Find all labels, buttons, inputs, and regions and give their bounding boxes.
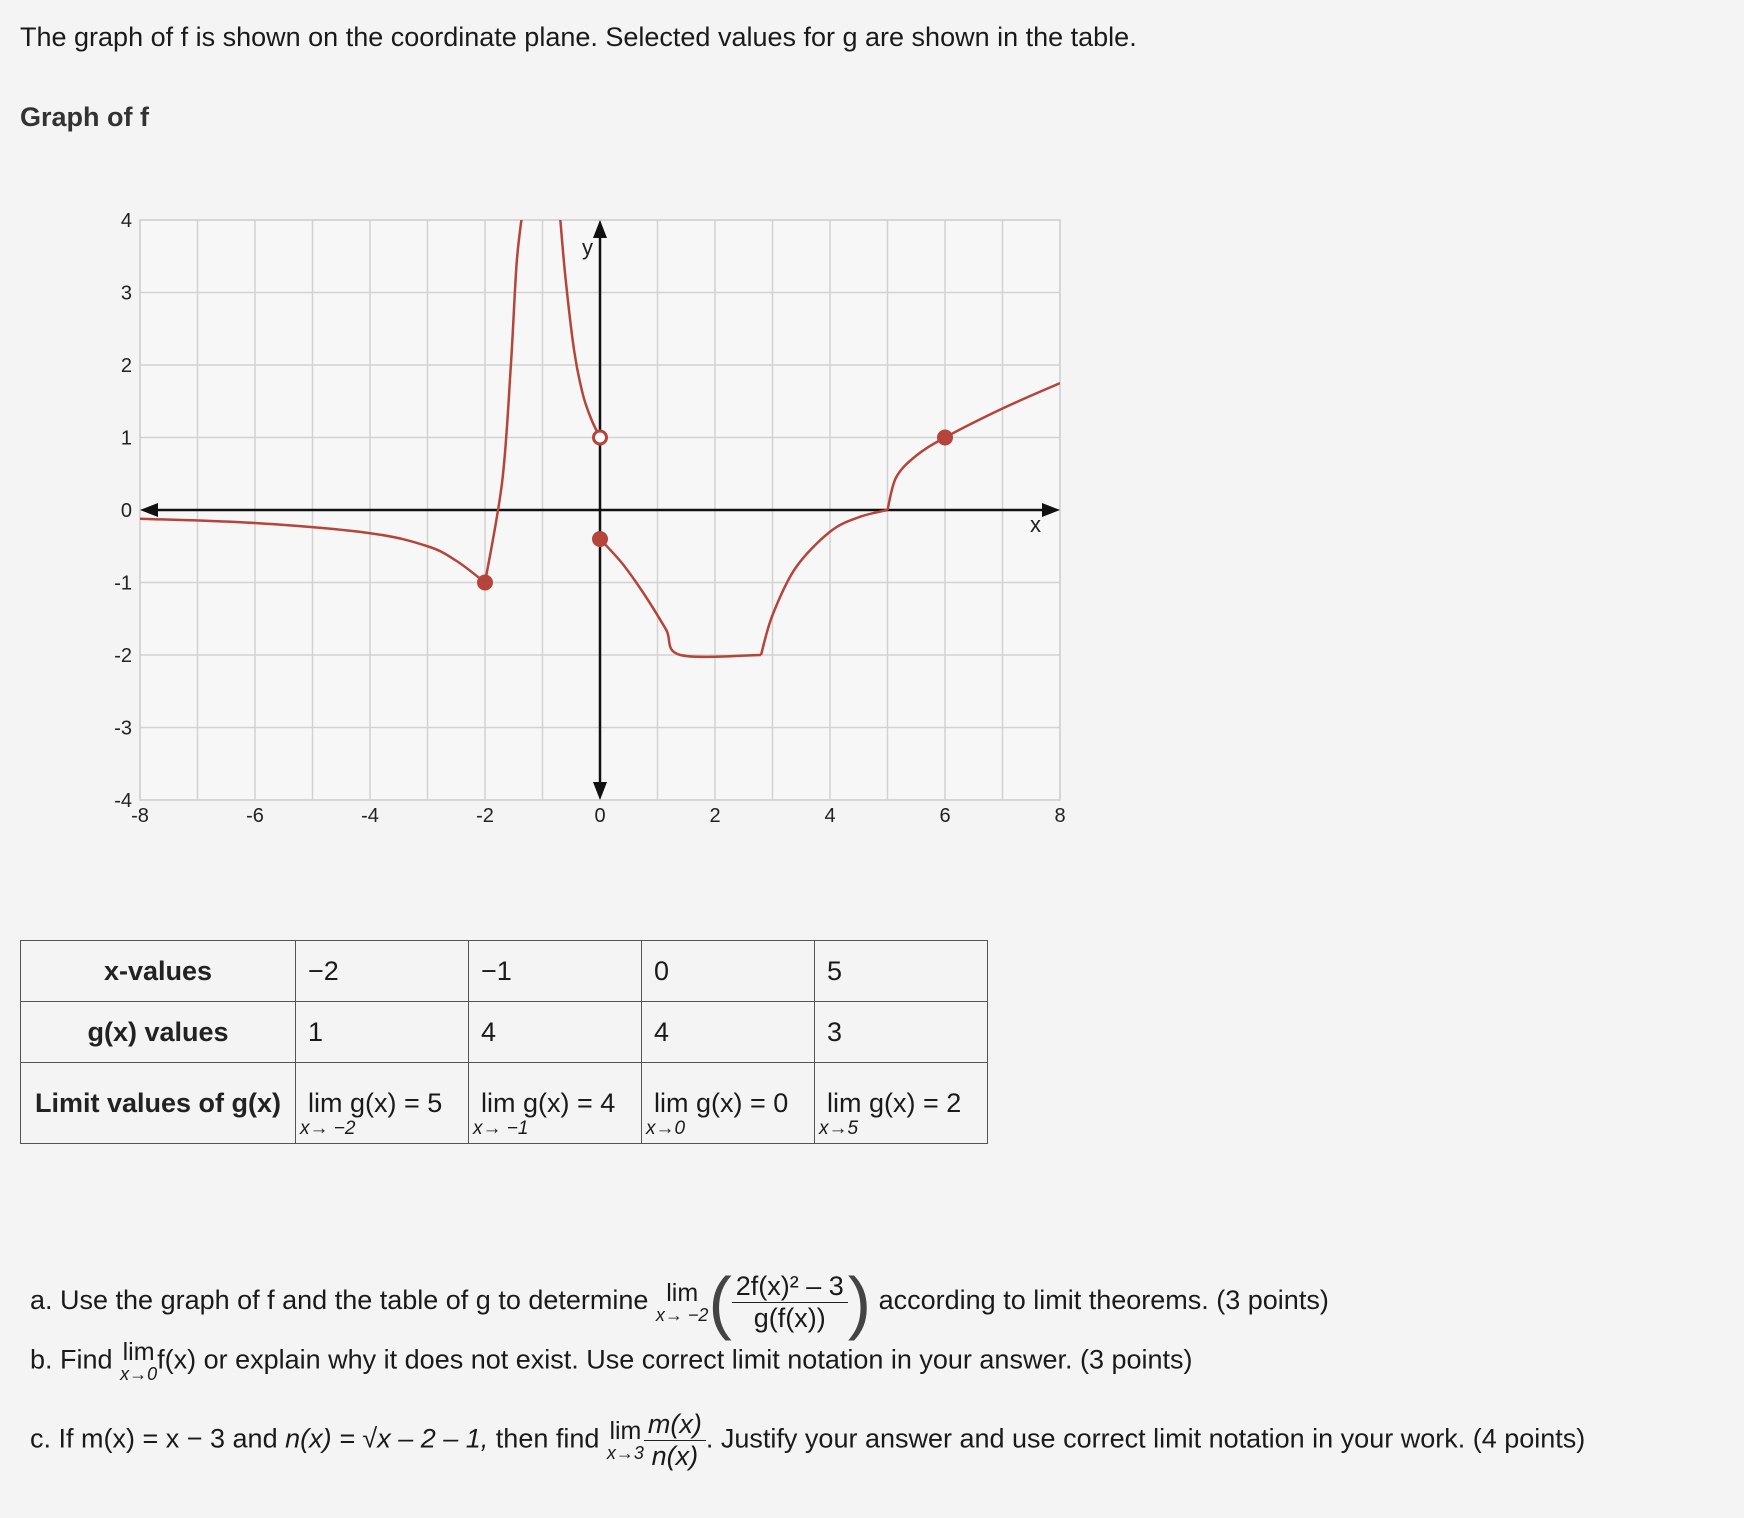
x-tick-label: 6 <box>939 805 951 827</box>
question-a-prefix: a. Use the graph of f and the table of g to determine <box>30 1285 649 1316</box>
x-tick-label: -8 <box>131 805 149 827</box>
lim-word: lim <box>609 1417 642 1445</box>
y-tick-label: -3 <box>114 717 132 740</box>
cell-x: 0 <box>642 941 815 1002</box>
table-row-x-values <box>21 941 988 1002</box>
table-row-limits <box>21 1063 988 1144</box>
header-g-values: g(x) values <box>21 1002 296 1063</box>
x-tick-label: 2 <box>709 805 721 827</box>
limit-approach: x→0 <box>120 1364 158 1384</box>
cell-limit <box>642 1063 815 1144</box>
left-paren: ( <box>708 1263 732 1341</box>
limit-expression: g(x) = 2 <box>869 1087 962 1118</box>
question-b-limit <box>120 1340 157 1383</box>
cell-x: −2 <box>296 941 469 1002</box>
fraction-numerator: m(x) <box>644 1409 706 1441</box>
lim-word: lim <box>481 1087 516 1118</box>
y-tick-label: -4 <box>114 790 132 812</box>
cell-g: 3 <box>815 1002 988 1063</box>
cell-limit <box>815 1063 988 1144</box>
y-tick-label: -1 <box>114 572 132 595</box>
y-tick-label: 4 <box>120 210 132 232</box>
question-c-mid: then find <box>495 1423 600 1454</box>
question-b <box>30 1340 1193 1383</box>
n-definition: n(x) = √x – 2 – 1, <box>285 1423 489 1454</box>
lim-word: lim <box>308 1087 343 1118</box>
fraction-denominator: n(x) <box>651 1441 699 1471</box>
table-row-g-values <box>21 1002 988 1063</box>
cell-limit <box>296 1063 469 1144</box>
y-tick-label: 1 <box>120 427 132 450</box>
limit-approach: x→5 <box>819 1117 859 1139</box>
closed-point <box>937 430 953 446</box>
question-a <box>30 1262 1329 1342</box>
cell-g: 1 <box>296 1002 469 1063</box>
y-tick-label: 3 <box>120 282 132 305</box>
header-limit-values: Limit values of g(x) <box>21 1063 296 1144</box>
x-tick-label: -4 <box>361 805 379 827</box>
limit-approach: x→ −1 <box>473 1117 529 1139</box>
question-a-fraction <box>732 1271 848 1334</box>
closed-point <box>477 575 493 591</box>
x-tick-label: -2 <box>476 805 494 827</box>
lim-word: lim <box>827 1087 862 1118</box>
right-paren: ) <box>847 1263 872 1341</box>
limit-approach: x→ −2 <box>655 1304 709 1325</box>
cell-x: 5 <box>815 941 988 1002</box>
x-tick-label: 0 <box>594 805 606 827</box>
header-x-values: x-values <box>21 941 296 1002</box>
x-tick-label: -6 <box>246 805 264 827</box>
limit-expression: g(x) = 4 <box>523 1087 616 1118</box>
question-c-prefix: c. If m(x) = x − 3 and <box>30 1423 278 1454</box>
question-b-prefix: b. Find <box>30 1344 113 1375</box>
fraction-numerator: 2f(x)² – 3 <box>732 1271 848 1303</box>
open-point <box>594 431 607 444</box>
graph-heading: Graph of f <box>20 102 149 132</box>
y-tick-label: 0 <box>120 500 132 522</box>
question-c-suffix: . Justify your answer and use correct limit notation in your work. (4 points) <box>705 1423 1586 1454</box>
y-axis-label: y <box>582 235 593 260</box>
question-a-suffix: according to limit theorems. (3 points) <box>878 1285 1329 1316</box>
g-values-table <box>20 940 988 1144</box>
question-b-expression: f(x) <box>157 1344 197 1375</box>
question-c-fraction <box>644 1409 706 1472</box>
limit-expression: g(x) = 5 <box>350 1087 443 1118</box>
cell-x: −1 <box>469 941 642 1002</box>
limit-approach: x→ −2 <box>300 1117 356 1139</box>
cell-limit <box>469 1063 642 1144</box>
y-tick-label: 2 <box>120 355 132 377</box>
x-tick-label: 8 <box>1054 805 1066 827</box>
cell-g: 4 <box>642 1002 815 1063</box>
fraction-denominator: g(f(x)) <box>753 1302 826 1333</box>
question-a-limit <box>655 1278 709 1325</box>
x-tick-label: 4 <box>824 805 836 827</box>
question-c <box>30 1409 1585 1472</box>
limit-approach: x→0 <box>646 1117 686 1139</box>
limit-approach: x→3 <box>606 1443 644 1463</box>
x-axis-label: x <box>1030 512 1041 537</box>
closed-point <box>592 531 608 547</box>
y-tick-label: -2 <box>114 645 132 667</box>
cell-g: 4 <box>469 1002 642 1063</box>
question-b-suffix: or explain why it does not exist. Use correct limit notation in your answer. (3 points) <box>203 1344 1193 1375</box>
lim-word: lim <box>654 1087 689 1118</box>
lim-word: lim <box>122 1338 155 1366</box>
limit-expression: g(x) = 0 <box>696 1087 789 1118</box>
lim-word: lim <box>666 1278 699 1307</box>
question-c-limit <box>607 1419 644 1462</box>
intro-text: The graph of f is shown on the coordinate plane. Selected values for g are shown in the table. <box>20 22 1137 52</box>
